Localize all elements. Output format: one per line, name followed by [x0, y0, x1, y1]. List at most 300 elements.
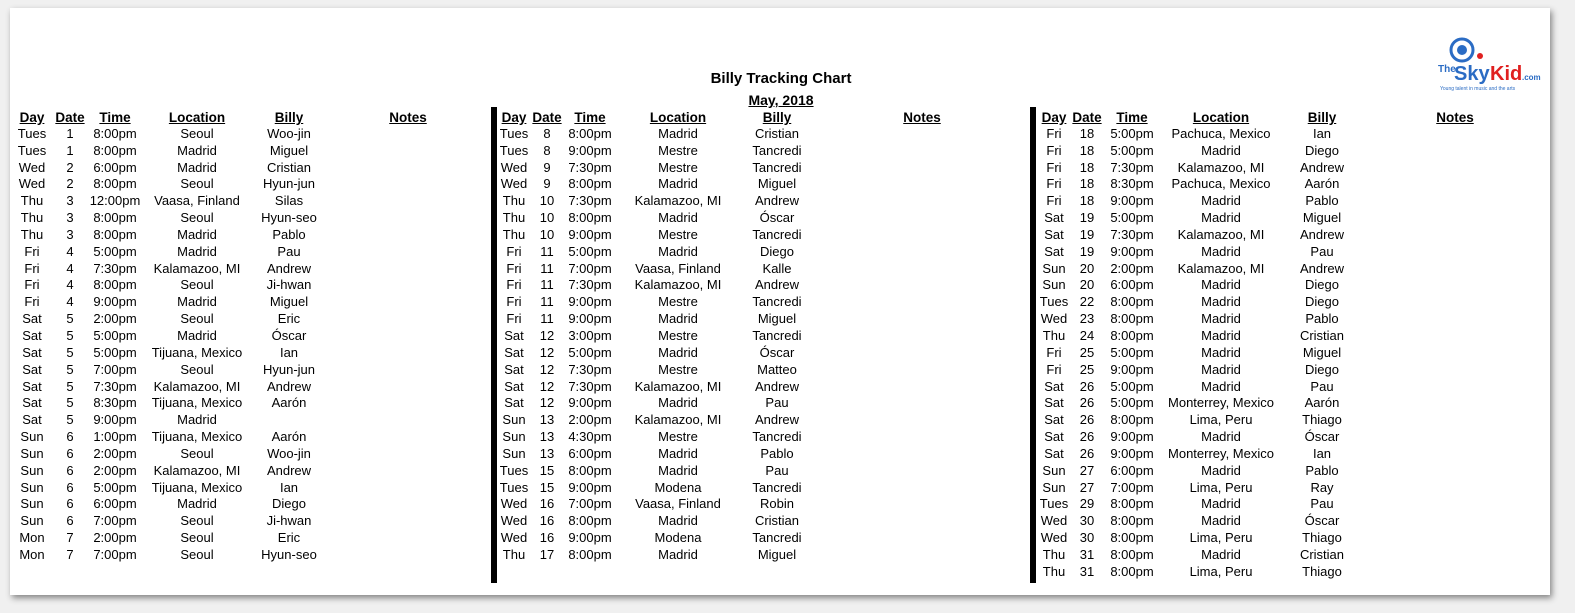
cell-day: Sat: [1044, 210, 1064, 226]
cell-billy: Ray: [1310, 479, 1334, 495]
cell-date: 11: [540, 243, 554, 259]
table-row: [1037, 160, 1517, 177]
cell-date: 12: [539, 344, 555, 360]
svg-text:Sky: Sky: [1454, 63, 1490, 85]
header-time: Time: [99, 110, 131, 125]
table-row: [1037, 530, 1517, 547]
cell-billy: Kalle: [762, 260, 792, 276]
cell-location: Pachuca, Mexico: [1171, 125, 1271, 141]
table-row: [14, 513, 494, 530]
cell-day: Sat: [504, 344, 524, 360]
cell-time: 9:00pm: [93, 412, 137, 428]
cell-day: Fri: [1046, 142, 1062, 158]
cell-day: Tues: [499, 142, 529, 158]
page-subtitle: May, 2018: [748, 92, 814, 108]
cell-date: 6: [66, 479, 74, 495]
cell-date: 24: [1079, 327, 1095, 343]
cell-location: Seoul: [180, 311, 214, 327]
cell-billy: Diego: [272, 496, 306, 512]
cell-billy: Eric: [277, 530, 301, 546]
cell-date: 18: [1079, 193, 1095, 209]
cell-time: 7:30pm: [568, 378, 612, 394]
cell-time: 7:30pm: [568, 277, 612, 293]
cell-date: 20: [1079, 260, 1095, 276]
cell-location: Modena: [654, 530, 702, 546]
cell-billy: Diego: [1305, 142, 1339, 158]
table-row: [497, 530, 977, 547]
table-row: [497, 193, 977, 210]
cell-date: 26: [1079, 445, 1095, 461]
cell-time: 9:00pm: [1110, 445, 1154, 461]
cell-day: Wed: [500, 513, 528, 529]
table-row: [14, 429, 494, 446]
cell-billy: Cristian: [1299, 546, 1345, 562]
table-row: [1037, 294, 1517, 311]
table-row: [497, 345, 977, 362]
cell-location: Kalamazoo, MI: [153, 462, 241, 478]
table-row: [497, 429, 977, 446]
cell-day: Fri: [1046, 176, 1062, 192]
table-row: [14, 530, 494, 547]
cell-date: 22: [1079, 294, 1095, 310]
cell-time: 7:30pm: [568, 193, 612, 209]
table-row: [497, 311, 977, 328]
cell-day: Sun: [502, 429, 526, 445]
table-row: [1037, 261, 1517, 278]
cell-billy: Hyun-seo: [261, 210, 317, 226]
cell-location: Madrid: [1201, 513, 1241, 529]
cell-day: Sat: [1044, 445, 1064, 461]
cell-date: 3: [66, 226, 74, 242]
cell-time: 2:00pm: [93, 445, 137, 461]
cell-time: 8:00pm: [1110, 294, 1154, 310]
cell-billy: Miguel: [269, 142, 309, 158]
table-row: [497, 143, 977, 160]
cell-day: Fri: [506, 260, 522, 276]
cell-day: Sat: [22, 378, 42, 394]
cell-time: 8:00pm: [93, 210, 137, 226]
cell-time: 7:30pm: [1110, 226, 1154, 242]
cell-date: 26: [1079, 429, 1095, 445]
cell-location: Monterrey, Mexico: [1168, 395, 1274, 411]
cell-location: Tijuana, Mexico: [151, 429, 243, 445]
cell-location: Mestre: [658, 142, 698, 158]
cell-billy: Cristian: [754, 513, 800, 529]
table-row: [497, 463, 977, 480]
cell-location: Vaasa, Finland: [635, 496, 721, 512]
cell-time: 8:00pm: [1110, 327, 1154, 343]
header-day: Day: [19, 110, 45, 125]
cell-date: 13: [539, 429, 555, 445]
table-row: [14, 126, 494, 143]
cell-date: 5: [66, 344, 74, 360]
table-row: [14, 547, 494, 564]
cell-day: Fri: [1046, 159, 1062, 175]
cell-time: 8:00pm: [568, 210, 612, 226]
cell-day: Fri: [1046, 125, 1062, 141]
table-row: [14, 395, 494, 412]
cell-location: Madrid: [658, 311, 698, 327]
header-row: [497, 109, 977, 126]
table-row: [497, 277, 977, 294]
cell-date: 1: [66, 125, 74, 141]
cell-date: 4: [66, 260, 74, 276]
cell-time: 2:00pm: [93, 530, 137, 546]
cell-day: Thu: [502, 210, 526, 226]
cell-time: 8:00pm: [93, 125, 137, 141]
cell-day: Wed: [18, 159, 46, 175]
table-row: [1037, 328, 1517, 345]
table-row: [14, 345, 494, 362]
cell-day: Wed: [1040, 311, 1068, 327]
cell-date: 30: [1079, 513, 1095, 529]
cell-location: Kalamazoo, MI: [634, 277, 722, 293]
cell-billy: Thiago: [1302, 530, 1342, 546]
cell-billy: Pablo: [272, 226, 306, 242]
cell-location: Madrid: [1201, 327, 1241, 343]
cell-time: 5:00pm: [1110, 142, 1154, 158]
cell-billy: Diego: [1305, 361, 1339, 377]
cell-location: Madrid: [658, 176, 698, 192]
table-row: [1037, 362, 1517, 379]
cell-billy: Hyun-seo: [261, 546, 317, 562]
cell-location: Kalamazoo, MI: [1177, 260, 1265, 276]
cell-day: Sat: [1044, 395, 1064, 411]
cell-time: 9:00pm: [1110, 243, 1154, 259]
cell-day: Sat: [22, 361, 42, 377]
cell-location: Kalamazoo, MI: [153, 378, 241, 394]
cell-time: 5:00pm: [568, 344, 612, 360]
schedule-section: [14, 109, 494, 564]
table-row: [497, 395, 977, 412]
cell-day: Wed: [500, 159, 528, 175]
table-row: [14, 160, 494, 177]
cell-time: 5:00pm: [93, 479, 137, 495]
cell-time: 6:00pm: [568, 445, 612, 461]
cell-billy: Eric: [277, 311, 301, 327]
cell-date: 11: [540, 311, 554, 327]
cell-location: Madrid: [1201, 344, 1241, 360]
cell-day: Fri: [506, 311, 522, 327]
cell-location: Madrid: [1201, 429, 1241, 445]
cell-billy: Tancredi: [752, 327, 802, 343]
cell-day: Tues: [1039, 496, 1069, 512]
cell-day: Mon: [19, 546, 45, 562]
cell-time: 8:00pm: [1110, 563, 1154, 579]
schedule-section: [497, 109, 977, 564]
cell-time: 8:00pm: [1110, 311, 1154, 327]
cell-billy: Ji-hwan: [266, 513, 312, 529]
cell-time: 8:00pm: [568, 546, 612, 562]
cell-billy: Pau: [1310, 496, 1334, 512]
cell-date: 10: [539, 226, 555, 242]
cell-location: Madrid: [658, 513, 698, 529]
cell-location: Vaasa, Finland: [154, 193, 240, 209]
cell-location: Mestre: [658, 159, 698, 175]
table-row: [14, 412, 494, 429]
table-row: [14, 210, 494, 227]
cell-billy: Andrew: [754, 277, 800, 293]
cell-day: Fri: [1046, 361, 1062, 377]
cell-billy: Thiago: [1302, 412, 1342, 428]
table-row: [14, 294, 494, 311]
cell-billy: Andrew: [1299, 226, 1345, 242]
table-row: [1037, 227, 1517, 244]
cell-date: 5: [66, 412, 74, 428]
cell-billy: Miguel: [757, 176, 797, 192]
cell-day: Sun: [1042, 462, 1066, 478]
cell-billy: Aarón: [271, 395, 307, 411]
cell-time: 5:00pm: [93, 327, 137, 343]
logo-tagline: Young talent in music and the arts: [1440, 86, 1516, 92]
cell-location: Monterrey, Mexico: [1168, 445, 1274, 461]
cell-billy: Pablo: [1305, 462, 1339, 478]
cell-time: 5:00pm: [1110, 125, 1154, 141]
cell-day: Tues: [17, 125, 47, 141]
cell-date: 2: [66, 159, 74, 175]
cell-time: 7:00pm: [93, 513, 137, 529]
table-row: [1037, 277, 1517, 294]
cell-time: 3:00pm: [568, 327, 612, 343]
cell-day: Sun: [20, 513, 44, 529]
header-notes: Notes: [1436, 110, 1474, 125]
header-location: Location: [649, 110, 707, 125]
cell-time: 7:30pm: [93, 378, 137, 394]
cell-time: 7:30pm: [1110, 159, 1154, 175]
cell-billy: Tancredi: [752, 142, 802, 158]
cell-date: 16: [539, 530, 555, 546]
cell-date: 27: [1079, 479, 1095, 495]
cell-date: 12: [539, 327, 555, 343]
cell-location: Madrid: [1201, 210, 1241, 226]
cell-date: 15: [539, 479, 555, 495]
cell-location: Seoul: [180, 513, 214, 529]
header-day: Day: [501, 110, 527, 125]
cell-day: Sun: [20, 496, 44, 512]
cell-day: Sat: [22, 412, 42, 428]
cell-date: 6: [66, 445, 74, 461]
cell-date: 11: [540, 260, 554, 276]
table-row: [497, 227, 977, 244]
cell-date: 18: [1079, 159, 1095, 175]
header-day: Day: [1041, 110, 1067, 125]
table-row: [14, 480, 494, 497]
table-row: [497, 126, 977, 143]
cell-date: 1: [66, 142, 74, 158]
cell-location: Madrid: [658, 395, 698, 411]
cell-time: 6:00pm: [93, 496, 137, 512]
cell-billy: Pau: [277, 243, 301, 259]
header-billy: Billy: [274, 110, 304, 125]
cell-date: 12: [539, 378, 555, 394]
cell-location: Seoul: [180, 361, 214, 377]
cell-billy: Diego: [760, 243, 794, 259]
cell-day: Wed: [500, 496, 528, 512]
cell-date: 6: [66, 462, 74, 478]
cell-location: Madrid: [177, 159, 217, 175]
cell-billy: Óscar: [759, 344, 795, 360]
cell-time: 5:00pm: [568, 243, 612, 259]
cell-date: 4: [66, 277, 74, 293]
cell-location: Madrid: [177, 412, 217, 428]
cell-billy: Pablo: [1305, 193, 1339, 209]
cell-location: Madrid: [177, 294, 217, 310]
cell-date: 4: [66, 294, 74, 310]
cell-day: Sat: [1044, 412, 1064, 428]
cell-billy: Cristian: [266, 159, 312, 175]
header-billy: Billy: [1307, 110, 1337, 125]
cell-time: 6:00pm: [1110, 277, 1154, 293]
cell-location: Madrid: [1201, 243, 1241, 259]
cell-date: 19: [1079, 210, 1095, 226]
header-billy: Billy: [762, 110, 792, 125]
cell-time: 7:30pm: [93, 260, 137, 276]
cell-date: 6: [66, 429, 74, 445]
cell-date: 15: [539, 462, 555, 478]
cell-day: Sat: [22, 344, 42, 360]
header-notes: Notes: [389, 110, 427, 125]
header-location: Location: [1192, 110, 1250, 125]
cell-location: Kalamazoo, MI: [634, 412, 722, 428]
cell-date: 6: [66, 496, 74, 512]
cell-time: 8:00pm: [93, 176, 137, 192]
cell-time: 5:00pm: [1110, 210, 1154, 226]
cell-date: 16: [539, 496, 555, 512]
cell-day: Sat: [1044, 243, 1064, 259]
cell-location: Madrid: [1201, 378, 1241, 394]
table-row: [1037, 395, 1517, 412]
cell-billy: Andrew: [1299, 260, 1345, 276]
table-row: [1037, 126, 1517, 143]
table-row: [1037, 244, 1517, 261]
cell-day: Thu: [1042, 563, 1066, 579]
cell-location: Madrid: [177, 327, 217, 343]
cell-billy: Matteo: [757, 361, 797, 377]
table-row: [14, 277, 494, 294]
cell-day: Tues: [17, 142, 47, 158]
cell-location: Madrid: [1201, 193, 1241, 209]
table-row: [14, 244, 494, 261]
cell-time: 9:00pm: [1110, 193, 1154, 209]
table-row: [1037, 311, 1517, 328]
cell-billy: Ian: [279, 479, 299, 495]
cell-time: 9:00pm: [568, 530, 612, 546]
cell-date: 11: [540, 277, 554, 293]
cell-date: 9: [543, 159, 551, 175]
table-row: [14, 362, 494, 379]
cell-day: Sun: [20, 445, 44, 461]
cell-day: Sat: [22, 327, 42, 343]
cell-time: 7:30pm: [568, 361, 612, 377]
cell-billy: Diego: [1305, 277, 1339, 293]
header-date: Date: [532, 110, 562, 125]
table-row: [497, 210, 977, 227]
cell-day: Thu: [502, 226, 526, 242]
cell-date: 25: [1079, 361, 1095, 377]
cell-location: Madrid: [658, 344, 698, 360]
cell-day: Wed: [1040, 530, 1068, 546]
cell-date: 8: [543, 142, 551, 158]
table-row: [497, 261, 977, 278]
cell-day: Sun: [1042, 260, 1066, 276]
cell-time: 7:00pm: [1110, 479, 1154, 495]
cell-time: 8:00pm: [568, 125, 612, 141]
table-row: [14, 311, 494, 328]
cell-billy: Andrew: [266, 260, 312, 276]
cell-billy: Pablo: [760, 445, 794, 461]
cell-billy: Cristian: [1299, 327, 1345, 343]
cell-date: 18: [1079, 125, 1095, 141]
cell-location: Madrid: [177, 226, 217, 242]
table-row: [1037, 412, 1517, 429]
cell-billy: Hyun-jun: [262, 176, 316, 192]
cell-location: Seoul: [180, 210, 214, 226]
cell-billy: Woo-jin: [267, 445, 311, 461]
schedule-section: [1037, 109, 1517, 581]
cell-day: Sun: [20, 479, 44, 495]
cell-day: Sun: [502, 412, 526, 428]
cell-day: Thu: [502, 193, 526, 209]
cell-date: 20: [1079, 277, 1095, 293]
skykid-logo: [1434, 36, 1544, 96]
cell-date: 13: [539, 445, 555, 461]
cell-day: Tues: [499, 479, 529, 495]
cell-time: 9:00pm: [1110, 361, 1154, 377]
cell-location: Madrid: [1201, 361, 1241, 377]
cell-day: Sat: [1044, 429, 1064, 445]
table-row: [497, 362, 977, 379]
cell-location: Tijuana, Mexico: [151, 479, 243, 495]
cell-location: Mestre: [658, 429, 698, 445]
cell-billy: Andrew: [266, 462, 312, 478]
cell-billy: Diego: [1305, 294, 1339, 310]
cell-billy: Tancredi: [752, 294, 802, 310]
cell-location: Vaasa, Finland: [635, 260, 721, 276]
cell-day: Fri: [24, 243, 40, 259]
cell-date: 3: [66, 210, 74, 226]
cell-time: 7:30pm: [568, 159, 612, 175]
cell-day: Sun: [20, 429, 44, 445]
cell-location: Seoul: [180, 277, 214, 293]
cell-day: Fri: [24, 294, 40, 310]
cell-date: 25: [1079, 344, 1095, 360]
table-row: [497, 379, 977, 396]
cell-location: Madrid: [1201, 546, 1241, 562]
cell-day: Sun: [20, 462, 44, 478]
cell-day: Fri: [506, 294, 522, 310]
svg-text:Kid: Kid: [1490, 63, 1523, 85]
header-notes: Notes: [903, 110, 941, 125]
cell-day: Sun: [502, 445, 526, 461]
cell-date: 13: [539, 412, 555, 428]
cell-billy: Óscar: [1304, 513, 1340, 529]
cell-location: Mestre: [658, 226, 698, 242]
cell-time: 7:00pm: [93, 361, 137, 377]
cell-date: 5: [66, 378, 74, 394]
svg-text:.com: .com: [1522, 73, 1541, 82]
cell-billy: Tancredi: [752, 159, 802, 175]
cell-day: Thu: [502, 546, 526, 562]
table-row: [497, 328, 977, 345]
cell-date: 17: [539, 546, 555, 562]
table-row: [1037, 564, 1517, 581]
cell-time: 9:00pm: [568, 142, 612, 158]
cell-billy: Miguel: [757, 311, 797, 327]
table-row: [497, 480, 977, 497]
cell-location: Madrid: [658, 445, 698, 461]
cell-date: 18: [1079, 142, 1095, 158]
cell-location: Kalamazoo, MI: [634, 193, 722, 209]
